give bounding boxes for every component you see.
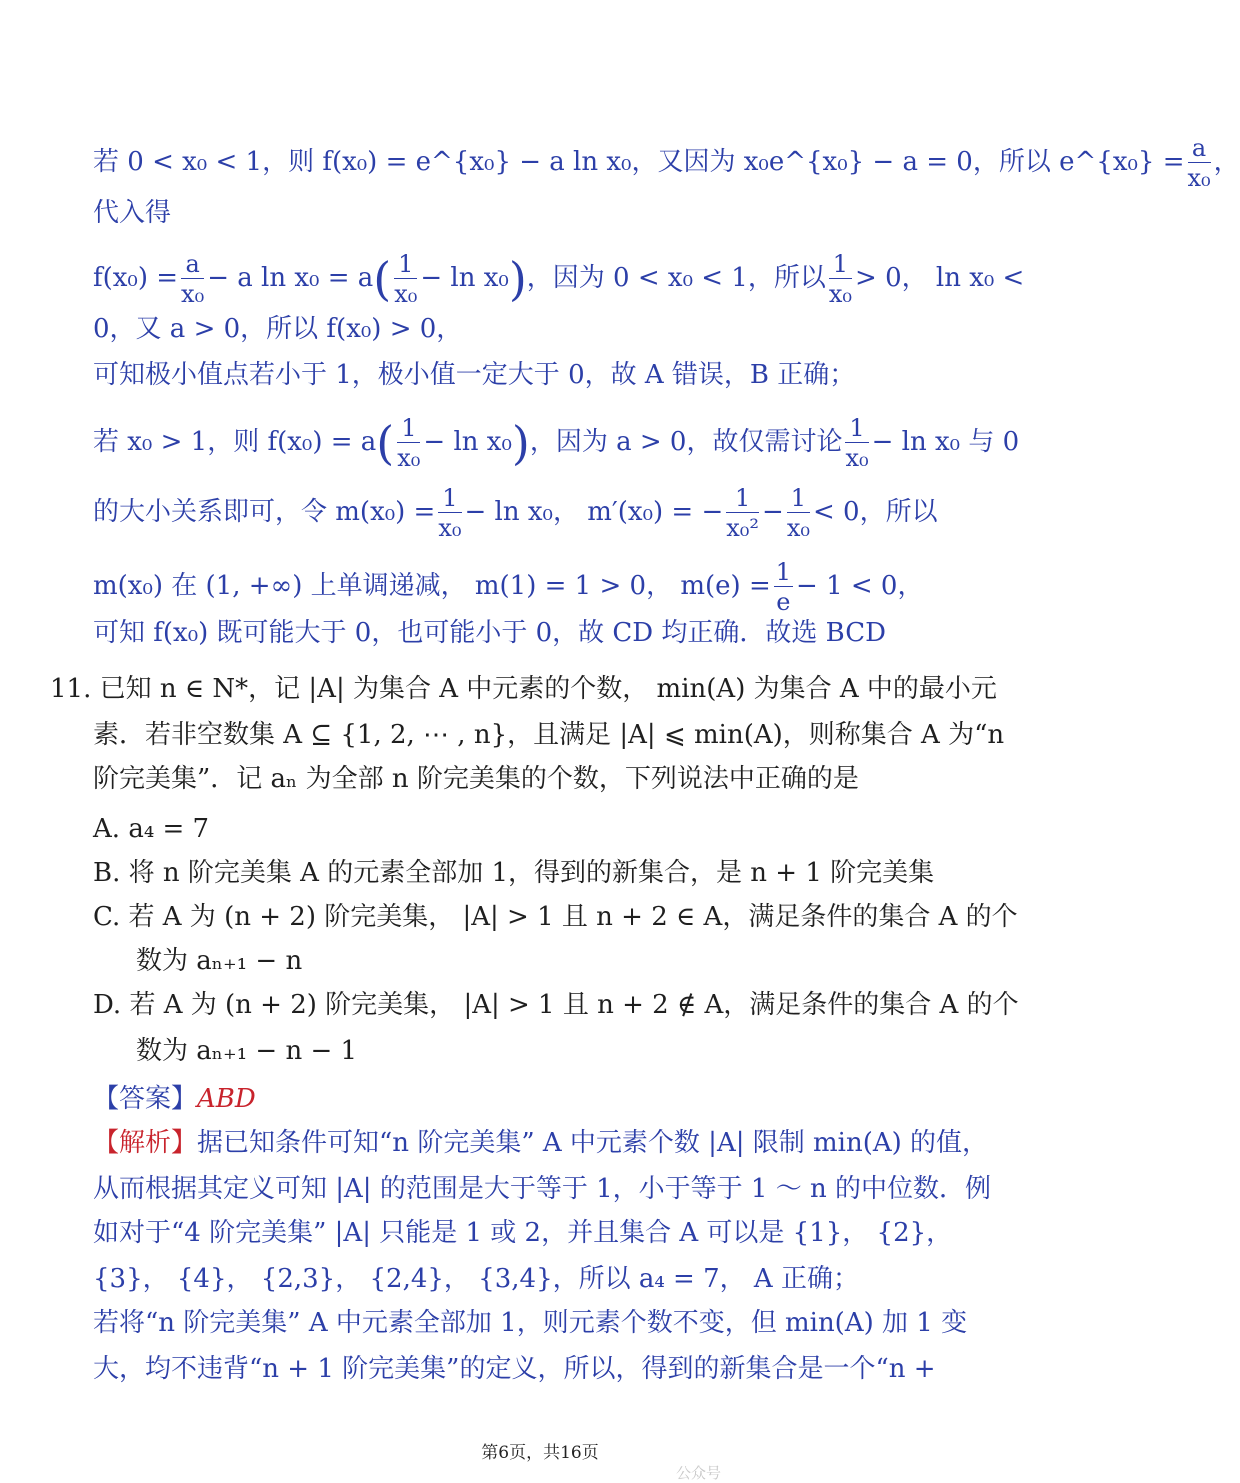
solution-text: − ln x₀ 与 0 [871, 427, 1020, 457]
fraction [774, 560, 793, 614]
solution-line-4: 0，又 a > 0，所以 f(x₀) > 0， [93, 314, 463, 344]
option-text: 将 n 阶完美集 A 的元素全部加 1，得到的新集合，是 n + 1 阶完美集 [128, 858, 935, 888]
solution-text: − ln x₀ [423, 427, 512, 457]
option-d-continued: 数为 aₙ₊₁ − n − 1 [136, 1036, 358, 1066]
solution-line-5: 可知极小值点若小于 1，极小值一定大于 0，故 A 错误，B 正确； [93, 360, 856, 390]
fraction-numerator: 1 [397, 416, 420, 443]
solution-text: ， [1213, 147, 1240, 177]
question-11-line-1 [50, 672, 997, 706]
fraction [438, 486, 461, 540]
solution-text: 若 0 < x₀ < 1，则 f(x₀) = e^{x₀} − a ln x₀，又因为 x₀e^{x₀} − a = 0，所以 e^{x₀} = [93, 147, 1185, 177]
solution-text: < 0，所以 [813, 497, 938, 527]
solution-text: ，因为 0 < x₀ < 1，所以 [526, 263, 826, 293]
solution-line-7 [93, 486, 938, 540]
option-a [93, 812, 209, 846]
fraction-denominator: e [776, 588, 791, 616]
fraction [1188, 136, 1211, 190]
solution-text: ，因为 a > 0，故仅需讨论 [529, 427, 843, 457]
fraction-denominator: x₀ [394, 280, 418, 308]
option-c-continued: 数为 aₙ₊₁ − n [136, 946, 303, 976]
fraction-denominator: x₀ [828, 280, 853, 308]
solution-line-1 [93, 136, 1240, 190]
solution-text: − ln x₀， m′(x₀) = − [464, 497, 724, 527]
option-d [93, 988, 1019, 1022]
fraction-denominator: x₀ [181, 280, 205, 308]
fraction-denominator: x₀² [726, 514, 760, 542]
fraction-numerator: 1 [726, 486, 759, 513]
option-b [93, 856, 934, 890]
analysis-line-3: 如对于“4 阶完美集” |A| 只能是 1 或 2，并且集合 A 可以是 {1}， {2}， [93, 1218, 953, 1248]
fraction-denominator: x₀ [438, 514, 462, 542]
option-label: B. [93, 858, 121, 888]
analysis-line-4: {3}， {4}， {2,3}， {2,4}， {3,4}，所以 a₄ = 7， A 正确； [93, 1264, 859, 1294]
solution-text: > 0， ln x₀ < [855, 263, 1025, 293]
solution-text: 若 x₀ > 1，则 f(x₀) = a [93, 427, 377, 457]
fraction-numerator: 1 [394, 252, 417, 279]
fraction [394, 252, 417, 306]
answer-value: ABD [197, 1084, 256, 1114]
option-label: D. [93, 990, 122, 1020]
fraction-denominator: x₀ [786, 514, 810, 542]
solution-text: 的大小关系即可，令 m(x₀) = [93, 497, 436, 527]
solution-line-2: 代入得 [93, 198, 172, 228]
fraction [397, 416, 420, 470]
option-text: a₄ = 7 [128, 814, 210, 844]
question-11-line-2: 素．若非空数集 A ⊆ {1, 2, ⋯ , n}，且满足 |A| ⩽ min(A)，则称集合 A 为“n [93, 720, 1005, 750]
solution-text: f(x₀) = [93, 263, 179, 293]
solution-line-3 [93, 252, 1024, 306]
analysis-tag: 【解析】 [93, 1128, 198, 1158]
option-text: 若 A 为 (n + 2) 阶完美集， |A| > 1 且 n + 2 ∉ A，满足条件的集合 A 的个 [129, 990, 1019, 1020]
fraction-numerator: a [1188, 136, 1211, 163]
big-paren: ( [376, 416, 395, 470]
fraction-numerator: a [181, 252, 204, 279]
big-paren: ) [508, 252, 527, 306]
answer-line [93, 1082, 256, 1116]
solution-text: − a ln x₀ = a [207, 263, 374, 293]
page-footer: 第6页，共16页 [481, 1443, 599, 1463]
solution-text: m(x₀) 在 (1, +∞) 上单调递减， m(1) = 1 > 0， m(e) = [93, 571, 771, 601]
big-paren: ) [511, 416, 530, 470]
fraction-denominator: x₀ [1187, 164, 1211, 192]
fraction-numerator: 1 [829, 252, 852, 279]
solution-text: − [762, 497, 784, 527]
fraction [726, 486, 759, 540]
question-stem: 已知 n ∈ N*，记 |A| 为集合 A 中元素的个数， min(A) 为集合 A 中的最小元 [99, 674, 997, 704]
fraction-numerator: 1 [787, 486, 810, 513]
analysis-line-2: 从而根据其定义可知 |A| 的范围是大于等于 1，小于等于 1 ～ n 的中位数．例 [93, 1174, 991, 1204]
analysis-line-6: 大，均不违背“n + 1 阶完美集”的定义，所以，得到的新集合是一个“n + [93, 1354, 936, 1384]
analysis-text: 据已知条件可知“n 阶完美集” A 中元素个数 |A| 限制 min(A) 的值， [197, 1128, 989, 1158]
solution-text: − 1 < 0， [796, 571, 924, 601]
big-paren: ( [373, 252, 392, 306]
fraction [829, 252, 852, 306]
solution-line-9: 可知 f(x₀) 既可能大于 0，也可能小于 0，故 CD 均正确．故选 BCD [93, 618, 887, 648]
fraction-denominator: x₀ [845, 444, 869, 472]
option-label: C. [93, 902, 121, 932]
solution-text: − ln x₀ [420, 263, 509, 293]
solution-line-8 [93, 560, 923, 614]
fraction [787, 486, 810, 540]
option-text: 若 A 为 (n + 2) 阶完美集， |A| > 1 且 n + 2 ∈ A，满足条件的集合 A 的个 [128, 902, 1018, 932]
fraction-denominator: x₀ [397, 444, 421, 472]
question-number: 11. [50, 674, 92, 704]
fraction [845, 416, 868, 470]
fraction-numerator: 1 [775, 558, 792, 586]
fraction [181, 252, 204, 306]
analysis-line-5: 若将“n 阶完美集” A 中元素全部加 1，则元素个数不变，但 min(A) 加 1 变 [93, 1308, 968, 1338]
answer-tag: 【答案】 [93, 1084, 198, 1114]
watermark: 公众号 [676, 1464, 722, 1482]
option-label: A. [93, 814, 121, 844]
fraction-numerator: 1 [845, 416, 868, 443]
fraction-numerator: 1 [438, 486, 461, 513]
option-c [93, 900, 1018, 934]
analysis-line-1 [93, 1126, 988, 1160]
solution-line-6 [93, 416, 1019, 470]
question-11-line-3: 阶完美集”．记 aₙ 为全部 n 阶完美集的个数，下列说法中正确的是 [93, 764, 859, 794]
